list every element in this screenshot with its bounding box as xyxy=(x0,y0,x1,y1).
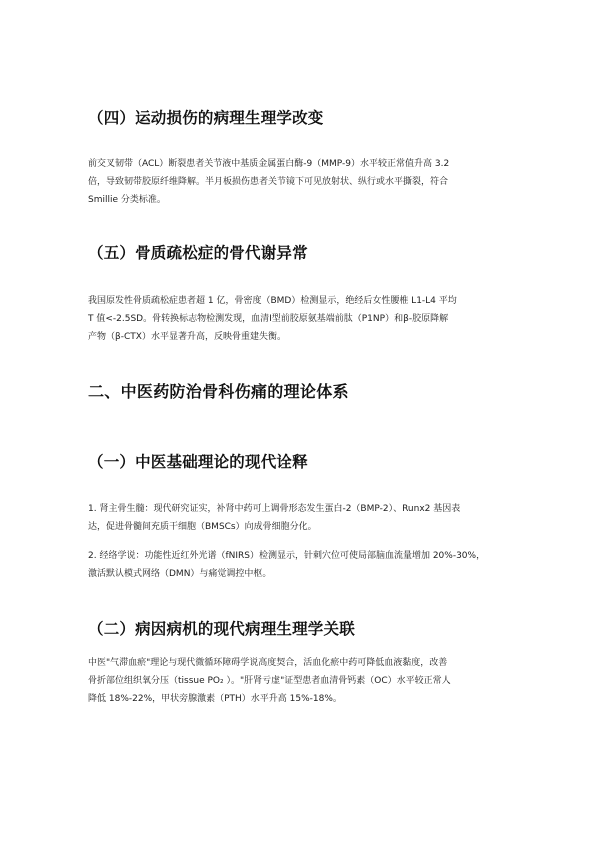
section-heading-4: （四）运动损伤的病理生理学改变 xyxy=(88,109,324,127)
text-line: 中医"气滞血瘀"理论与现代微循环障碍学说高度契合，活血化瘀中药可降低血液黏度，改善 xyxy=(88,658,448,668)
section-heading-1: （一）中医基础理论的现代诠释 xyxy=(88,453,308,471)
text-line: 骨折部位组织氧分压（tissue PO₂ ）。"肝肾亏虚"证型患者血清骨钙素（OC）水平较正常人 xyxy=(88,676,451,686)
text-line: 1. 肾主骨生髓：现代研究证实，补肾中药可上调骨形态发生蛋白-2（BMP-2）、Runx2 基因表 xyxy=(88,504,461,514)
section-heading-2: （二）病因病机的现代病理生理学关联 xyxy=(88,620,355,638)
paragraph-meridian xyxy=(88,547,508,583)
section-heading-5: （五）骨质疏松症的骨代谢异常 xyxy=(88,244,308,262)
paragraph-osteoporosis xyxy=(88,292,508,346)
paragraph-pathogenesis xyxy=(88,654,508,708)
text-line: T 值<-2.5SD。骨转换标志物检测发现，血清Ⅰ型前胶原氨基端前肽（P1NP）和β-胶原降解 xyxy=(88,314,449,324)
part-heading-2: 二、中医药防治骨科伤痛的理论体系 xyxy=(88,382,349,401)
paragraph-sports-injury xyxy=(88,155,508,209)
text-line: 达，促进骨髓间充质干细胞（BMSCs）向成骨细胞分化。 xyxy=(88,522,317,532)
text-line: 激活默认模式网络（DMN）与痛觉调控中枢。 xyxy=(88,569,272,579)
text-line: 我国原发性骨质疏松症患者超 1 亿，骨密度（BMD）检测显示，绝经后女性腰椎 L1-L4 平均 xyxy=(88,296,457,306)
text-line: Smillie 分类标准。 xyxy=(88,195,166,205)
text-line: 降低 18%-22%，甲状旁腺激素（PTH）水平升高 15%-18%。 xyxy=(88,694,342,704)
paragraph-kidney-bone xyxy=(88,500,508,536)
text-line: 产物（β-CTX）水平显著升高，反映骨重建失衡。 xyxy=(88,332,286,342)
text-line: 2. 经络学说：功能性近红外光谱（fNIRS）检测显示，针刺穴位可使局部脑血流量增加 20%-30%， xyxy=(88,551,486,561)
text-line: 倍，导致韧带胶原纤维降解。半月板损伤患者关节镜下可见放射状、纵行或水平撕裂，符合 xyxy=(88,177,449,187)
text-line: 前交叉韧带（ACL）断裂患者关节液中基质金属蛋白酶-9（MMP-9）水平较正常值升高 3.2 xyxy=(88,159,450,169)
